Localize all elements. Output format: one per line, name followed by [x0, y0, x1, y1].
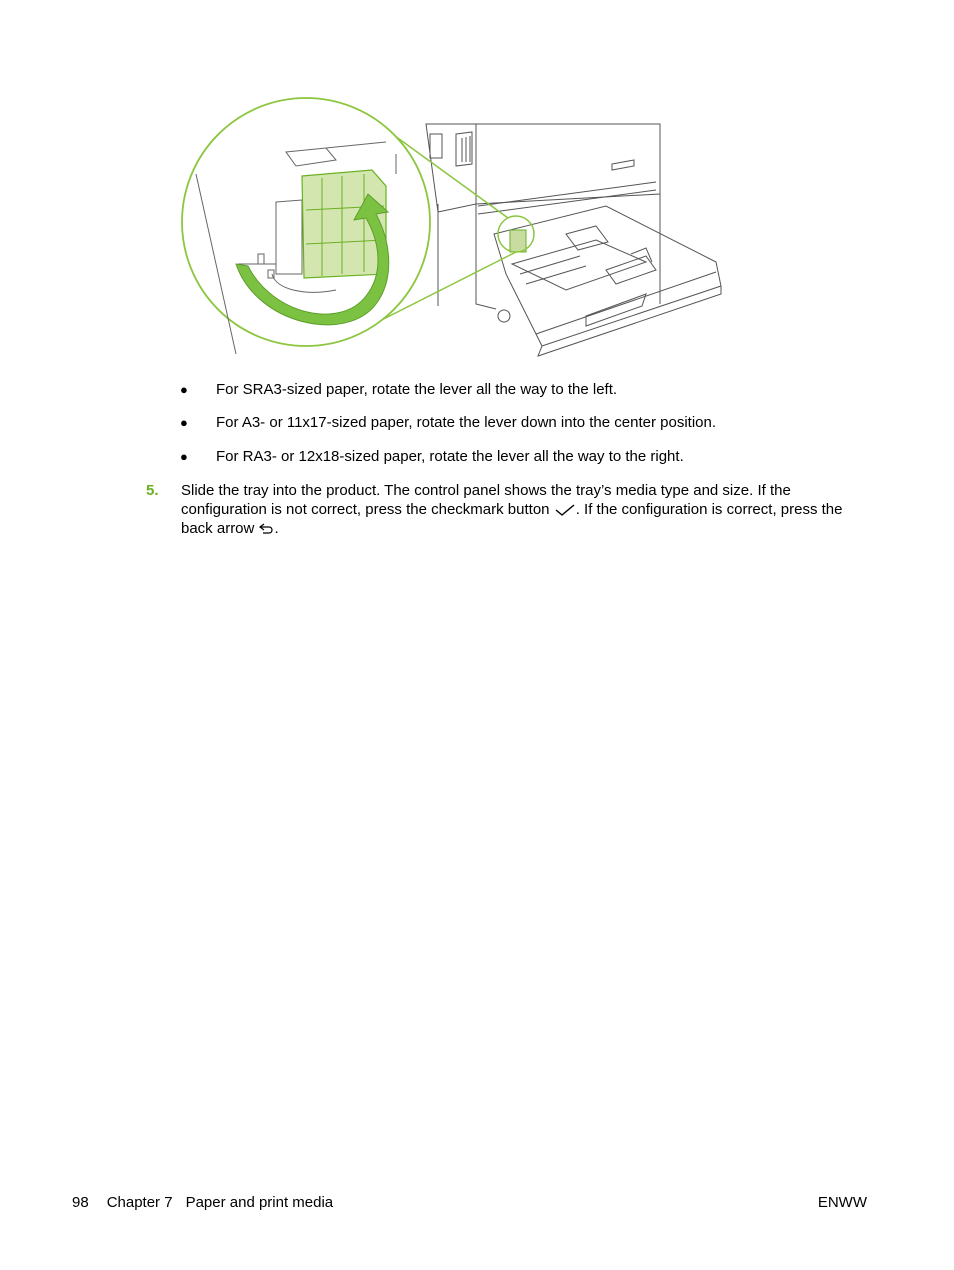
back-arrow-icon [259, 523, 275, 535]
step-text [181, 481, 866, 538]
page-footer-left [72, 1193, 333, 1212]
step-number: 5. [146, 482, 159, 499]
step-text-part2: . If the configuration is correct, press the back arrow [181, 501, 843, 537]
step-text-part1: Slide the tray into the product. The control panel shows the tray’s media type and size. If the configuration is not correct, press the checkmark button [181, 482, 791, 518]
bullet-text: For SRA3-sized paper, rotate the lever all the way to the left. [216, 381, 618, 398]
bullet-symbol: ● [180, 415, 188, 430]
tray-lever-small [498, 216, 534, 252]
page-footer-right: ENWW [817, 1194, 867, 1211]
magnified-lever-view [182, 98, 430, 354]
bullet-text: For A3- or 11x17-sized paper, rotate the lever down into the center position. [216, 414, 717, 431]
step-text-part3: . [274, 520, 279, 537]
bullet-symbol: ● [180, 449, 188, 464]
printer-line-art [426, 124, 721, 356]
bullet-text: For RA3- or 12x18-sized paper, rotate the lever all the way to the right. [216, 448, 684, 465]
checkmark-icon [554, 504, 576, 516]
bullet-symbol: ● [180, 382, 188, 397]
section-title: Paper and print media [185, 1194, 334, 1211]
tray-lever-illustration [176, 94, 726, 358]
chapter-label: Chapter 7 [106, 1194, 173, 1211]
page-number: 98 [72, 1194, 89, 1211]
